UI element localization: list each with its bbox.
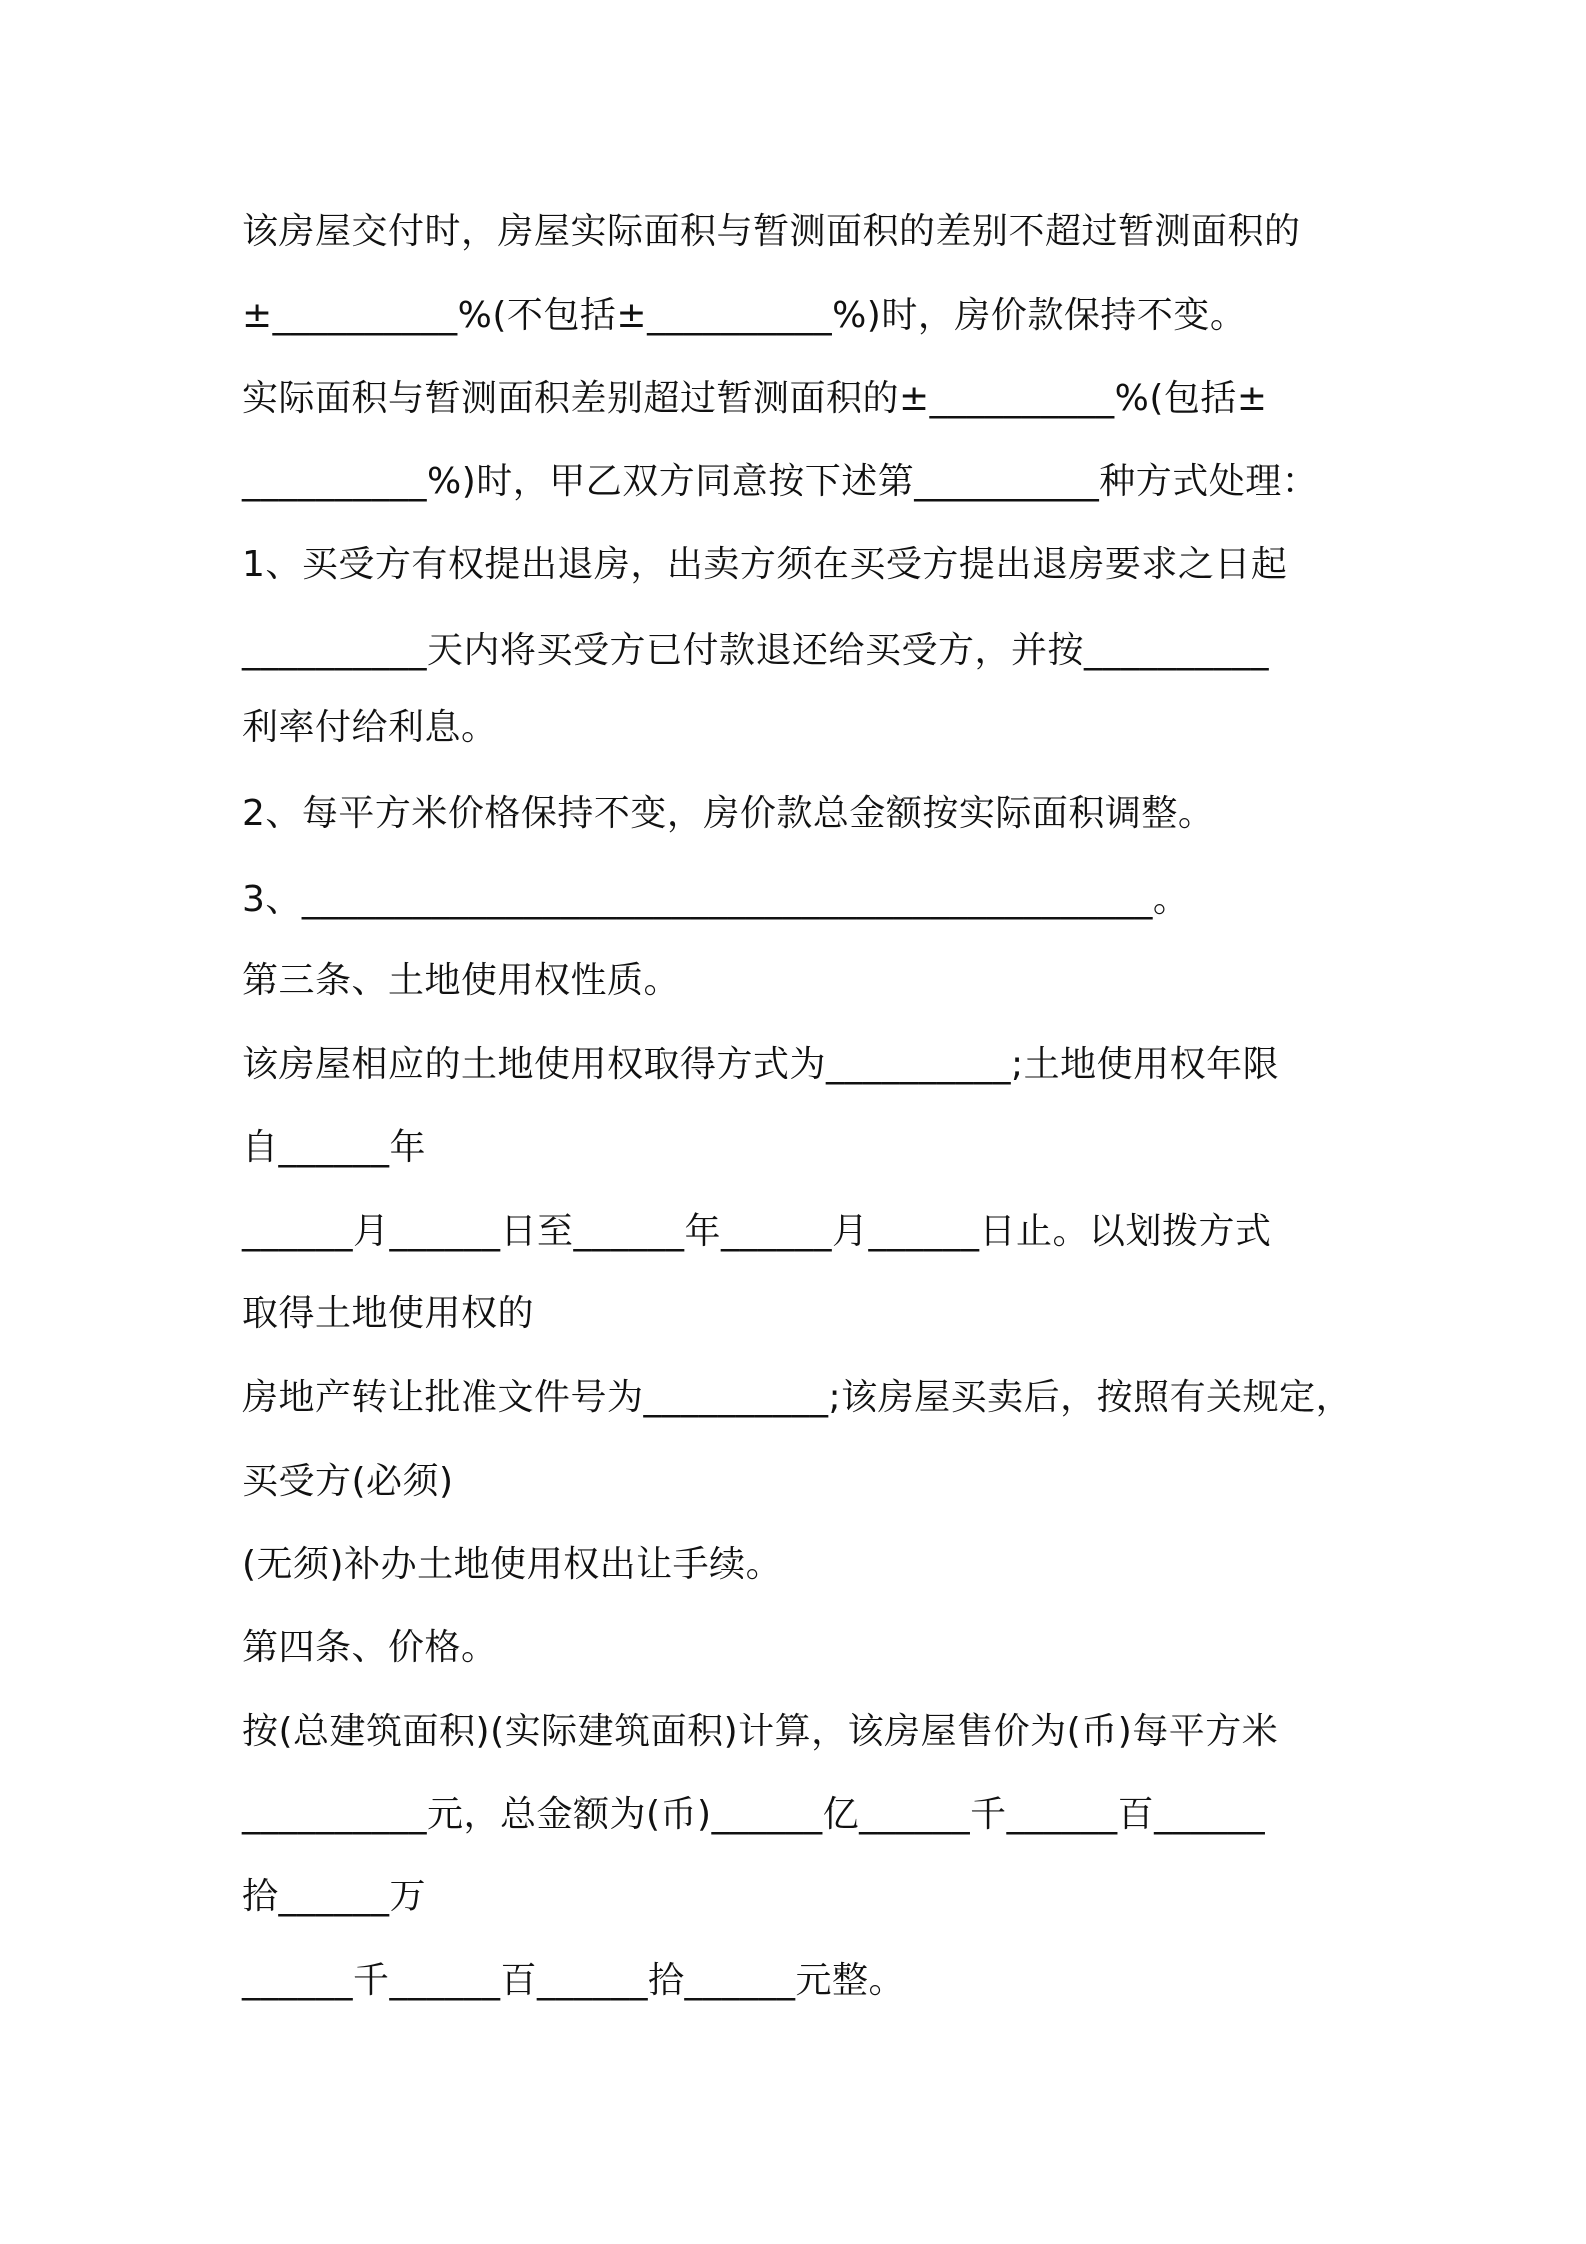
paragraph-line-5: 1、买受方有权提出退房，出卖方须在买受方提出退房要求之日起 (242, 544, 1288, 585)
paragraph-line-17: (无须)补办土地使用权出让手续。 (242, 1544, 783, 1585)
paragraph-line-6: __________天内将买受方已付款退还给买受方，并按__________ (242, 630, 1270, 671)
paragraph-line-14: 取得土地使用权的 (242, 1293, 535, 1334)
paragraph-line-11: 该房屋相应的土地使用权取得方式为__________;土地使用权年限 (242, 1044, 1280, 1085)
section-heading-3: 第三条、土地使用权性质。 (242, 960, 681, 1001)
paragraph-line-19: 按(总建筑面积)(实际建筑面积)计算，该房屋售价为(币)每平方米 (242, 1711, 1279, 1752)
paragraph-line-9: 3、______________________________________________。 (242, 879, 1190, 920)
paragraph-line-16: 买受方(必须) (242, 1461, 454, 1502)
paragraph-line-15: 房地产转让批准文件号为__________;该房屋买卖后，按照有关规定， (242, 1377, 1353, 1418)
paragraph-line-21: 拾______万 (242, 1876, 427, 1917)
paragraph-line-1: 该房屋交付时，房屋实际面积与暂测面积的差别不超过暂测面积的 (242, 211, 1301, 252)
paragraph-line-7: 利率付给利息。 (242, 707, 498, 748)
paragraph-line-8: 2、每平方米价格保持不变，房价款总金额按实际面积调整。 (242, 793, 1215, 834)
section-heading-4: 第四条、价格。 (242, 1627, 498, 1668)
paragraph-line-12: 自______年 (242, 1127, 427, 1168)
paragraph-line-3: 实际面积与暂测面积差别超过暂测面积的±__________%(包括± (242, 378, 1268, 419)
paragraph-line-2: ±__________%(不包括±__________%)时，房价款保持不变。 (242, 295, 1247, 336)
paragraph-line-22: ______千______百______拾______元整。 (242, 1960, 906, 2001)
paragraph-line-20: __________元，总金额为(币)______亿______千______百______ (242, 1794, 1266, 1835)
paragraph-line-13: ______月______日至______年______月______日止。以划拨方式 (242, 1211, 1272, 1252)
paragraph-line-4: __________%)时，甲乙双方同意按下述第__________种方式处理： (242, 461, 1319, 502)
